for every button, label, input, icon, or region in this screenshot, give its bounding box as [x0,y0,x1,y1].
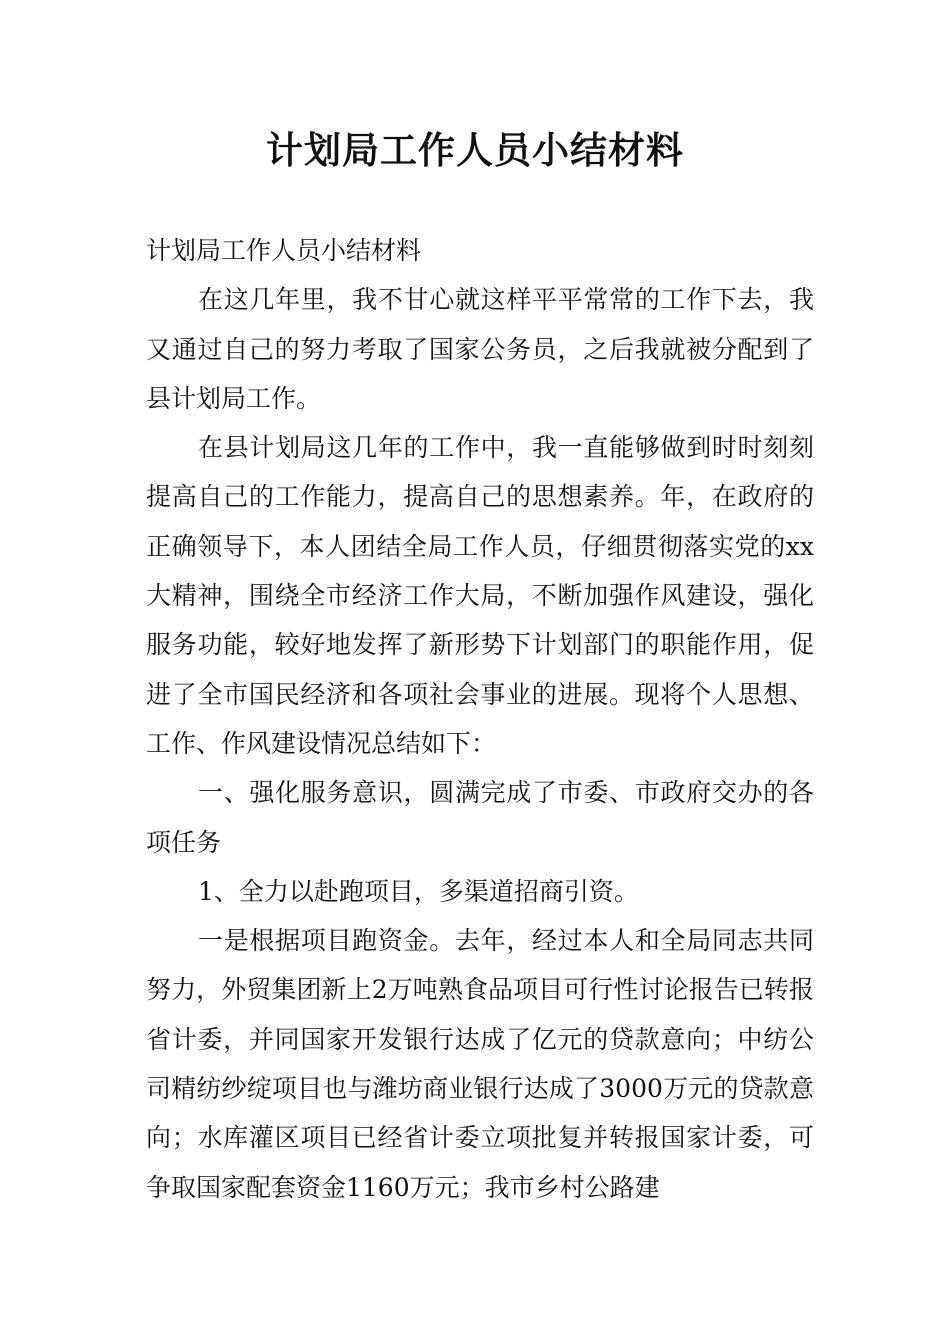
document-body [146,226,814,1212]
subsection-heading: 1、全力以赴跑项目，多渠道招商引资。 [198,876,639,906]
paragraph: 在县计划局这几年的工作中，我一直能够做到时时刻刻提高自己的工作能力，提高自己的思想素养。年，在政府的正确领导下，本人团结全局工作人员，仔细贯彻落实党的xx大精神，围绕全市经济工作大局，不断加强作风建设，强化服务功能，较好地发挥了新形势下计划部门的职能作用，促进了全市国民经济和各项社会事业的进展。现将个人思想、工作、作风建设情况总结如下： [146,433,814,758]
paragraph-heading: 计划局工作人员小结材料 [146,236,422,265]
paragraph: 一是根据项目跑资金。去年，经过本人和全局同志共同努力，外贸集团新上2万吨熟食品项目可行性讨论报告已转报省计委，并同国家开发银行达成了亿元的贷款意向；中纺公司精纺纱绽项目也与潍坊商业银行达成了3000万元的贷款意向；水库灌区项目已经省计委立项批复并转报国家计委，可争取国家配套资金1160万元；我市乡村公路建 [146,926,814,1202]
paragraph: 在这几年里，我不甘心就这样平平常常的工作下去，我又通过自己的努力考取了国家公务员，之后我就被分配到了县计划局工作。 [146,285,814,413]
section-heading: 一、强化服务意识，圆满完成了市委、市政府交办的各项任务 [146,778,814,857]
document-title: 计划局工作人员小结材料 [266,129,684,172]
